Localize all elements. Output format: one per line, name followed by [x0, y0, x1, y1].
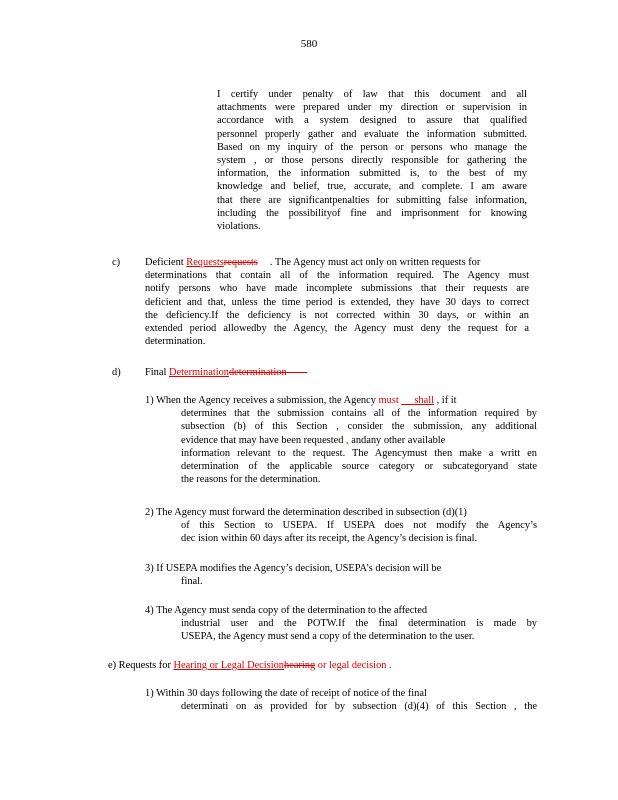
text-line: attachments were prepared under my direction or supervision in: [217, 102, 527, 114]
section-d-title-prefix: Final: [145, 367, 169, 378]
certification-statement: [217, 88, 527, 233]
section-d-item-1: [145, 394, 537, 486]
text-line: information relevant to the request. The Agencymust then make a writt en: [181, 447, 537, 459]
deleted-text: [287, 367, 308, 378]
text-line: the reasons for the determination.: [181, 474, 321, 486]
deleted-text: determination: [228, 367, 287, 378]
text-line: that there are significantpenalties for submitting false information,: [217, 194, 527, 206]
text-line: 4) The Agency must senda copy of the determination to the affected: [145, 605, 428, 616]
section-d-item-2: [145, 506, 537, 546]
section-e-item-1: [145, 687, 537, 713]
deleted-text: requests: [223, 257, 258, 268]
text-line: 3) If USEPA modifies the Agency’s decision, USEPA’s decision will be: [145, 563, 442, 574]
section-c-title-prefix: Deficient: [145, 257, 187, 268]
section-c-body: [145, 256, 529, 348]
section-c-marker: c): [112, 257, 121, 268]
section-d-title: [145, 366, 529, 379]
text-line: determinations that contain all of the information required. The Agency must: [145, 270, 529, 282]
text-line: knowledge and belief, true, accurate, and complete. I am aware: [217, 181, 527, 193]
text-line: system , or those persons directly responsible for gathering the: [217, 155, 527, 167]
text-line: final.: [181, 576, 203, 588]
section-d-item-3: [145, 562, 537, 588]
item-first-line: [145, 394, 537, 407]
item-line: [145, 434, 537, 447]
text-line: evidence that may have been requested: [181, 434, 344, 446]
page-number: 580: [300, 38, 318, 50]
text-line: determinati on as provided for by subsection (d)(4) of this Section , the: [181, 701, 537, 713]
inserted-text: Requests: [186, 257, 224, 268]
text-line: industrial user and the POTW.If the final determination is made by: [181, 618, 537, 630]
section-d-marker: d): [112, 367, 121, 378]
text-line: determines that the submission contains all of the information required by: [181, 408, 537, 420]
inserted-text: Hearing or Legal Decision: [173, 660, 285, 671]
text-line: I certify under penalty of law that this document and all: [217, 89, 527, 100]
text-line: determination.: [145, 336, 206, 348]
text-line: 2) The Agency must forward the determination described in subsection (d)(1): [145, 507, 467, 518]
text-line: dec ision within 60 days after its receipt, the Agency’s decision is final.: [181, 533, 478, 545]
text-line: Based on my inquiry of the person or persons who manage the: [217, 141, 527, 153]
text-line: information, the information submitted is, to the best of my: [217, 168, 527, 180]
text-line: , if it: [436, 395, 457, 406]
text-line: of this Section to USEPA. If USEPA does not modify the Agency’s: [181, 520, 537, 532]
section-c-first-line: [145, 256, 529, 269]
inserted-text: [401, 395, 414, 406]
text-line: 1) When the Agency receives a submission, the Agency: [145, 395, 376, 406]
text-line: notify persons who have made incomplete submissions that their requests are: [145, 283, 529, 295]
text-line: 1) Within 30 days following the date of receipt of notice of the final: [145, 688, 427, 699]
inserted-text: ,: [346, 434, 349, 446]
inserted-text: shall: [414, 395, 434, 406]
text-line: violations.: [217, 221, 261, 233]
text-line: determination of the applicable source category or subcategoryand state: [181, 461, 537, 473]
text-line: subsection (b) of this Section , consider the submission, any additional: [181, 421, 537, 433]
text-line: deficient and that, unless the time period is extended, they have 30 days to correct: [145, 296, 529, 308]
text-line: extended period allowedby the Agency, the Agency must deny the request for a: [145, 323, 529, 335]
text-line: personnel properly gather and evaluate the information submitted.: [217, 128, 527, 140]
deleted-text: hearing: [284, 660, 316, 671]
text-line: the deficiency.If the deficiency is not corrected within 30 days, or within an: [145, 309, 529, 321]
inserted-text: must: [378, 395, 399, 406]
inserted-text: Determination: [168, 367, 229, 378]
text-line: . The Agency must act only on written requests for: [269, 257, 481, 268]
section-e-title-prefix: e) Requests for: [108, 660, 174, 671]
text-line: including the possibilityof fine and imprisonment for knowing: [217, 207, 527, 219]
section-d-item-4: [145, 604, 537, 644]
text-line: andany other available: [348, 434, 446, 446]
section-e-title: [108, 659, 392, 672]
text-line: USEPA, the Agency must send a copy of the determination to the user.: [181, 631, 475, 643]
text-line: accordance with a system designed to assure that qualified: [217, 115, 527, 127]
inserted-text: or legal decision .: [315, 660, 392, 671]
